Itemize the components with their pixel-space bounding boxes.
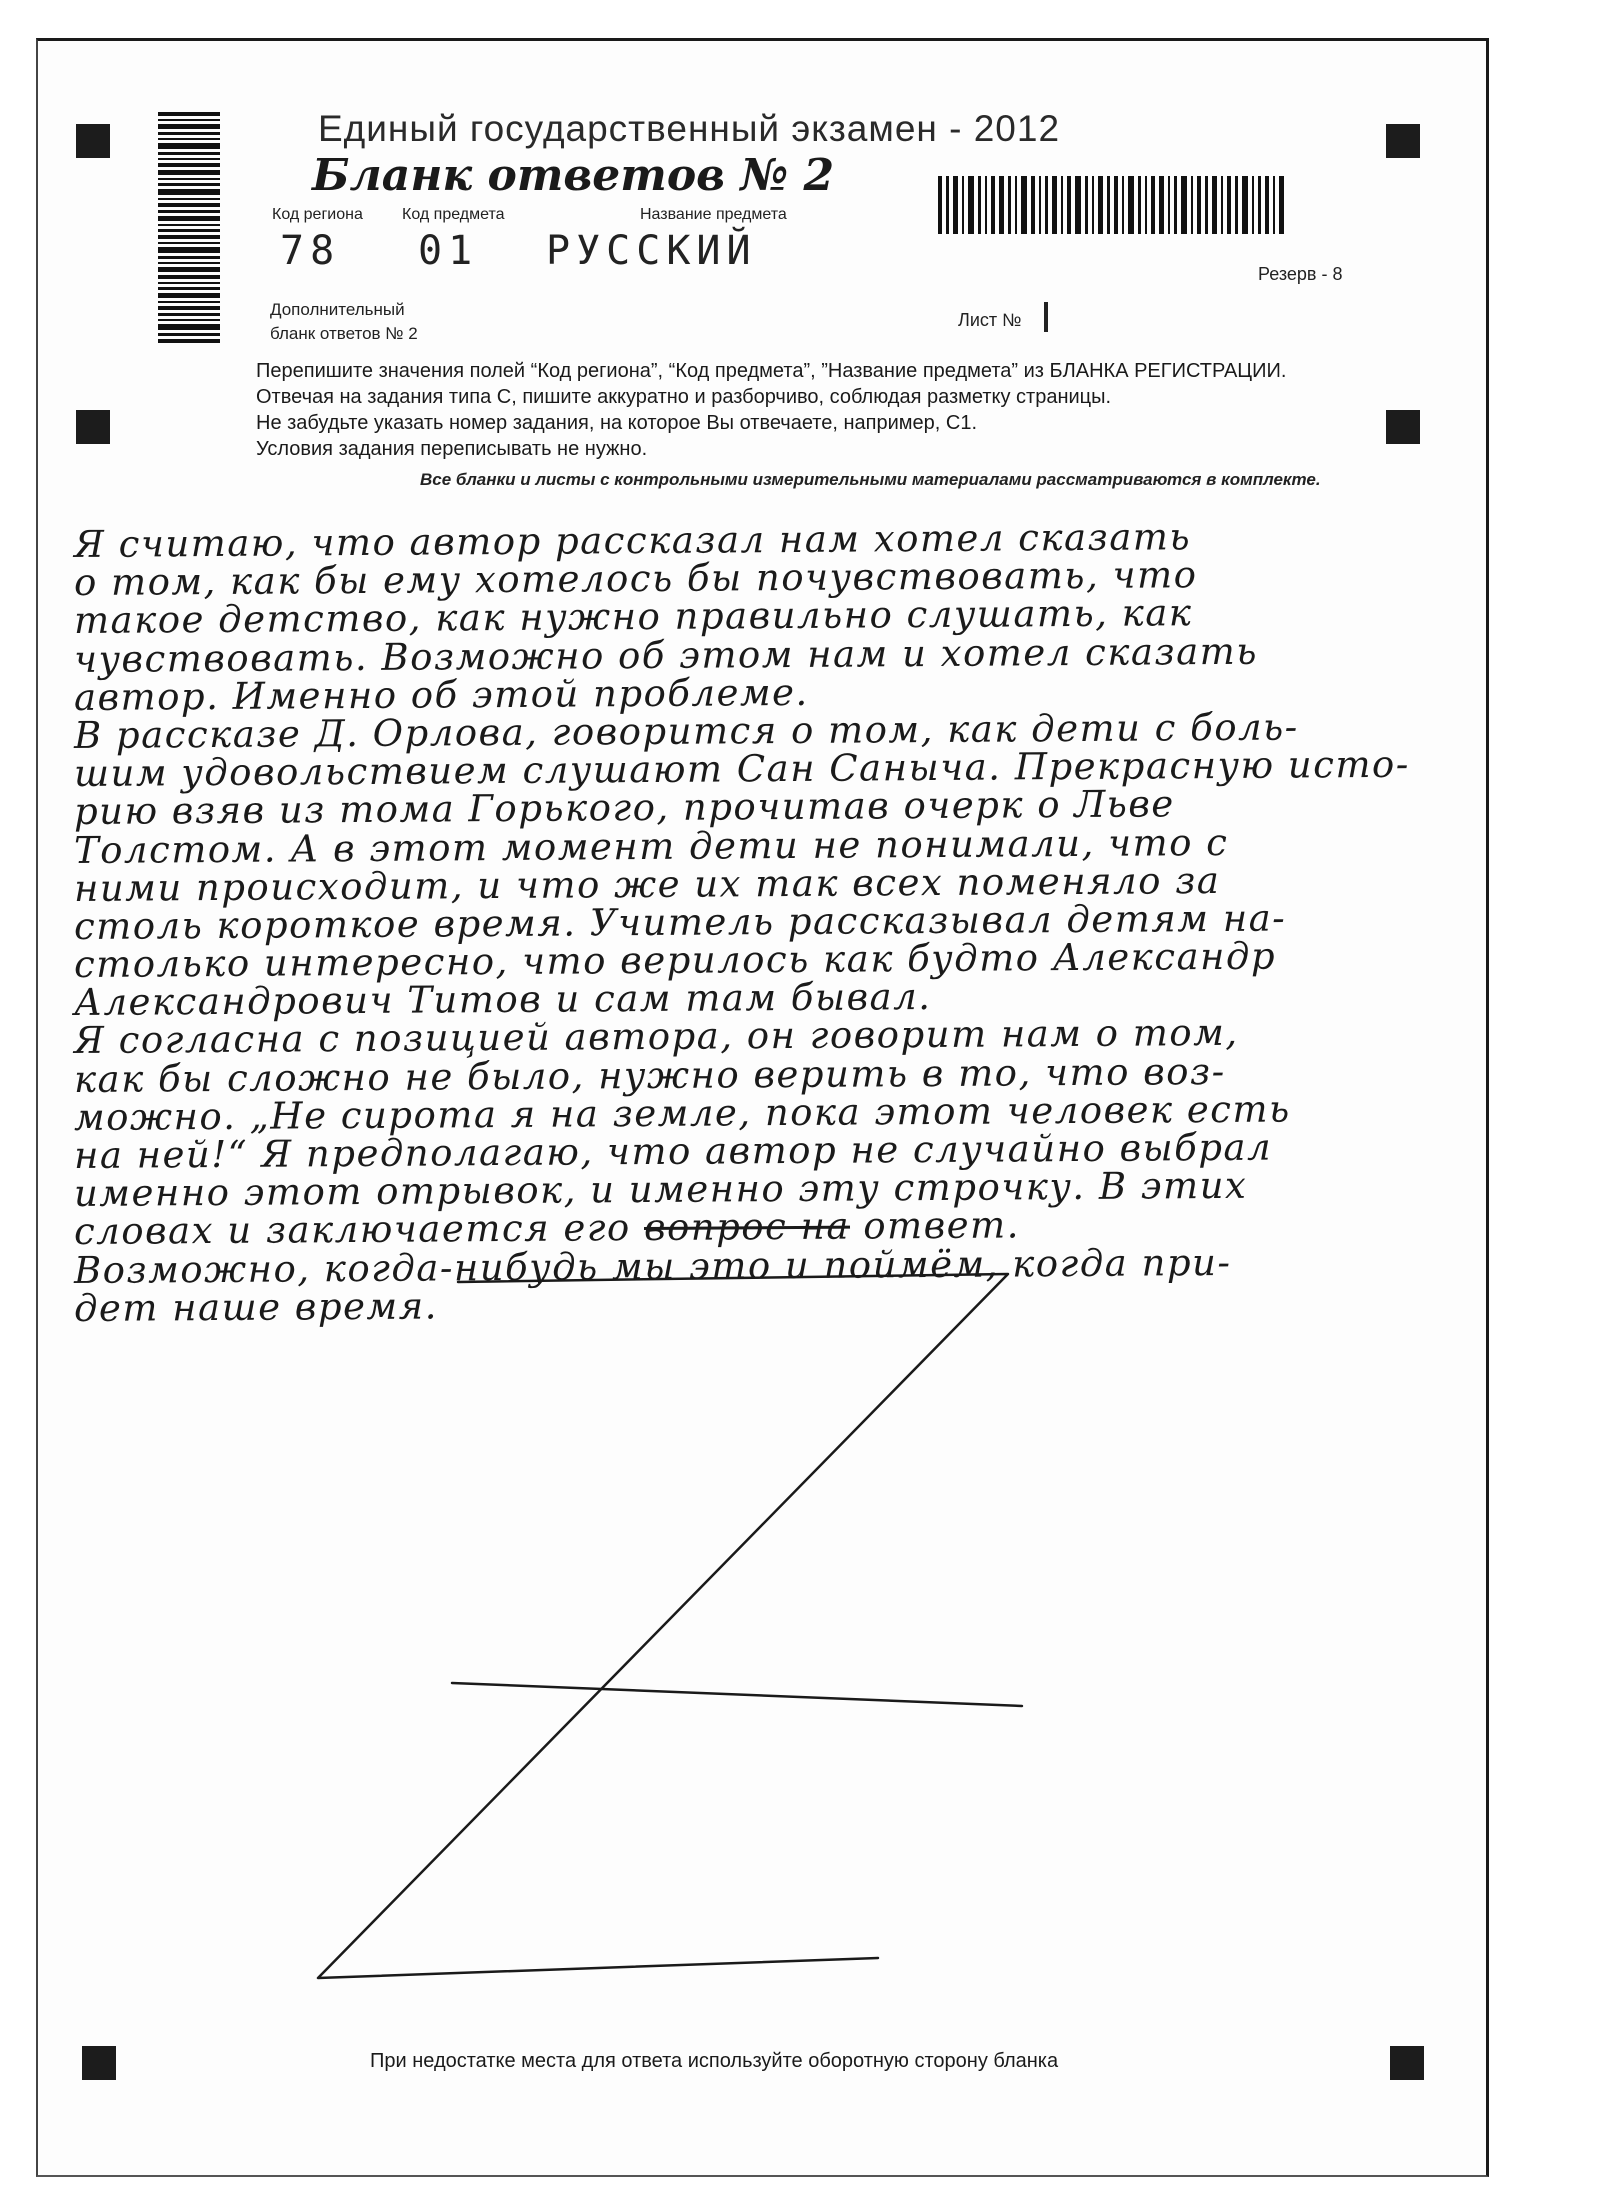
answer-line: как бы сложно не было, нужно верить в то, что воз- xyxy=(73,1049,1226,1101)
instruction-line-3: Не забудьте указать номер задания, на которое Вы отвечаете, например, С1. xyxy=(256,412,977,434)
subject-name-label: Название предмета xyxy=(640,206,787,223)
answer-line: столько интересно, что верилось как будто Александр xyxy=(73,934,1277,987)
struck-out-text: вопрос на xyxy=(643,1204,851,1250)
answer-line: Я считаю, что автор рассказал нам хотел сказать xyxy=(73,515,1192,566)
answer-line: шим удовольствием слушают Сан Саныча. Прекрасную исто- xyxy=(73,742,1410,796)
answer-line: столь короткое время. Учитель рассказывал детям на- xyxy=(73,896,1287,948)
subject-code-value: 01 xyxy=(418,228,479,274)
footer-note: При недостатке места для ответа используйте оборотную сторону бланка xyxy=(370,2050,1059,2072)
answer-line: дет наше время. xyxy=(73,1284,439,1330)
subject-code-label: Код предмета xyxy=(402,206,505,223)
sheet-number-label: Лист № xyxy=(958,310,1022,330)
instruction-line-1: Перепишите значения полей “Код региона”, “Код предмета”, ”Название предмета” из БЛАНКА РЕГИСТРАЦИИ. xyxy=(256,360,1287,382)
exam-title: Единый государственный экзамен - 2012 xyxy=(318,108,1061,149)
answer-line: Возможно, когда-нибудь мы это и поймём, когда при- xyxy=(73,1240,1232,1292)
instruction-line-4: Условия задания переписывать не нужно. xyxy=(256,438,648,460)
answer-line: чувствовать. Возможно об этом нам и хотел сказать xyxy=(73,629,1259,681)
reserve-label: Резерв - 8 xyxy=(1258,264,1343,284)
answer-line: можно. „Не сирота я на земле, пока этот человек есть xyxy=(73,1087,1291,1139)
answer-line: на ней!“ Я предполагаю, что автор не случайно выбрал xyxy=(73,1125,1273,1177)
extra-form-label-line2: бланк ответов № 2 xyxy=(270,324,418,343)
answer-line: такое детство, как нужно правильно слушать, как xyxy=(73,591,1193,643)
region-code-label: Код региона xyxy=(272,206,363,223)
answer-line: Александрович Титов и сам там бывал. xyxy=(73,975,932,1025)
form-title: Бланк ответов № 2 xyxy=(312,150,835,201)
answer-line: рию взяв из тома Горького, прочитав очерк о Льве xyxy=(73,782,1175,834)
answer-line: В рассказе Д. Орлова, говорится о том, как дети с боль- xyxy=(73,705,1299,757)
answer-line: автор. Именно об этой проблеме. xyxy=(73,670,809,719)
answer-line: Толстом. А в этот момент дети не понимали, что с xyxy=(73,820,1229,872)
answer-line: Я согласна с позицией автора, он говорит нам о том, xyxy=(73,1011,1239,1063)
region-code-value: 78 xyxy=(280,228,341,274)
answer-text: словах и заключается его xyxy=(73,1206,645,1254)
answer-line: о том, как бы ему хотелось бы почувствовать, что xyxy=(73,553,1198,605)
answer-line: ними происходит, и что же их так всех поменяло за xyxy=(73,858,1221,910)
answer-line: именно этот отрывок, и именно эту строчку. В этих xyxy=(73,1163,1248,1216)
assessment-note: Все бланки и листы с контрольными измерительными материалами рассматриваются в комплекте. xyxy=(420,470,1321,489)
answer-text: ответ. xyxy=(849,1203,1021,1248)
extra-form-label-line1: Дополнительный xyxy=(270,300,405,319)
instruction-line-2: Отвечая на задания типа С, пишите аккуратно и разборчиво, соблюдая разметку страницы. xyxy=(256,386,1112,408)
subject-name-value: РУССКИЙ xyxy=(546,228,757,274)
